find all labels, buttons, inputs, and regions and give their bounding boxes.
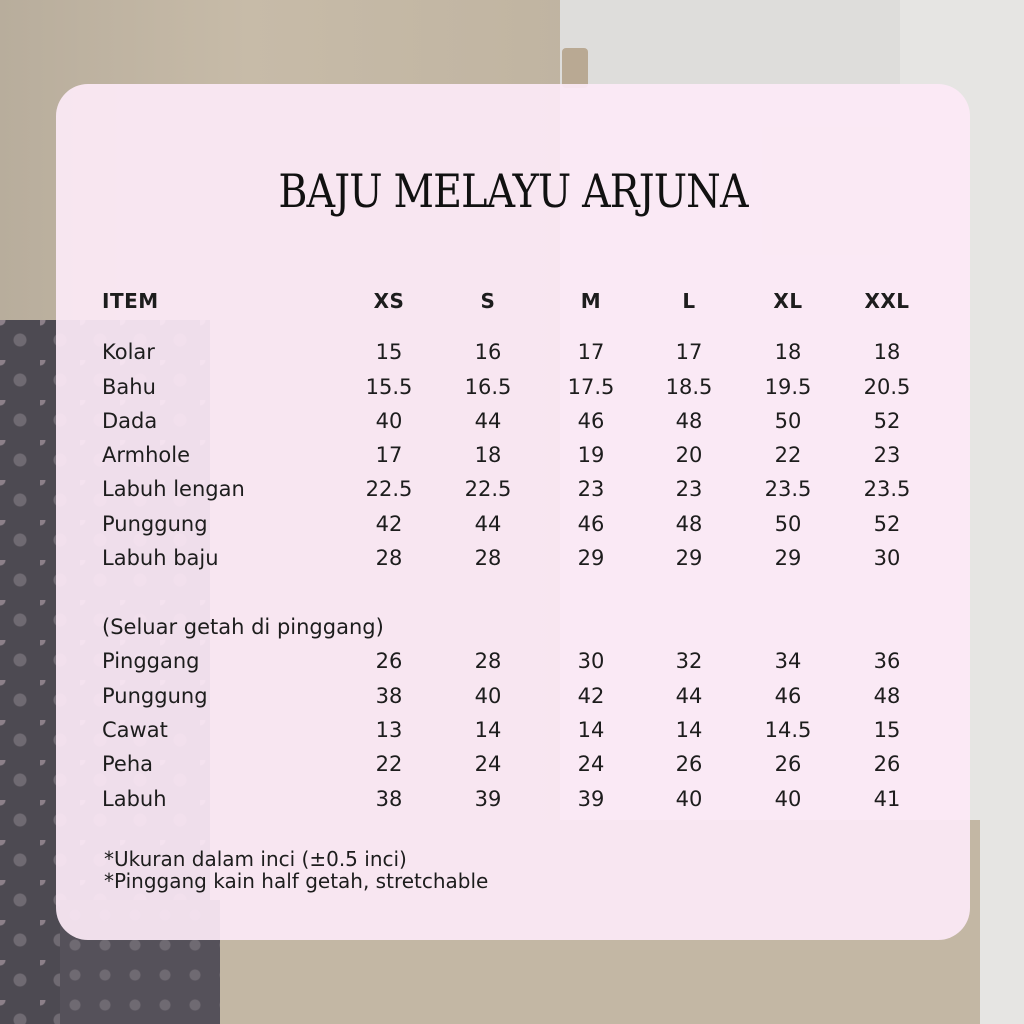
col-header-s: S <box>480 289 496 313</box>
table-cell: 28 <box>474 649 502 674</box>
table-cell: 44 <box>675 683 703 708</box>
table-cell: 42 <box>577 683 605 708</box>
table-cell: 29 <box>774 546 802 571</box>
table-cell: 34 <box>774 649 802 674</box>
table-cell: 48 <box>675 511 703 536</box>
table-cell: 18.5 <box>665 374 713 399</box>
table-cell: 26 <box>774 752 802 777</box>
table-cell: 18 <box>774 340 802 365</box>
table-row <box>102 713 942 747</box>
table-cell: 46 <box>577 408 605 433</box>
row-label: Peha <box>102 752 154 777</box>
table-cell: 30 <box>873 546 901 571</box>
table-cell: 17 <box>675 340 703 365</box>
table-cell: 48 <box>873 683 901 708</box>
table-cell: 23 <box>873 443 901 468</box>
note-line: *Pinggang kain half getah, stretchable <box>104 869 489 893</box>
table-row <box>102 404 942 438</box>
size-table <box>102 284 942 816</box>
size-chart-card <box>56 84 970 940</box>
table-cell: 19 <box>577 443 605 468</box>
table-cell: 28 <box>474 546 502 571</box>
table-cell: 30 <box>577 649 605 674</box>
row-label: Kolar <box>102 340 155 365</box>
table-cell: 36 <box>873 649 901 674</box>
seluar-measurements <box>102 644 942 815</box>
table-cell: 29 <box>675 546 703 571</box>
table-cell: 39 <box>474 786 502 811</box>
table-cell: 18 <box>873 340 901 365</box>
row-label: Armhole <box>102 443 190 468</box>
table-cell: 20 <box>675 443 703 468</box>
table-row <box>102 438 942 472</box>
table-cell: 46 <box>577 511 605 536</box>
table-row <box>102 472 942 506</box>
col-header-xl: XL <box>773 289 803 313</box>
col-header-m: M <box>580 289 602 313</box>
row-label: Pinggang <box>102 649 200 674</box>
table-row <box>102 747 942 781</box>
table-cell: 52 <box>873 408 901 433</box>
table-cell: 40 <box>375 408 403 433</box>
table-cell: 48 <box>675 408 703 433</box>
table-cell: 38 <box>375 786 403 811</box>
table-cell: 26 <box>873 752 901 777</box>
table-cell: 18 <box>474 443 502 468</box>
page-title: BAJU MELAYU ARJUNA <box>278 164 748 218</box>
table-cell: 23 <box>675 477 703 502</box>
table-cell: 22.5 <box>464 477 512 502</box>
col-header-xs: XS <box>373 289 405 313</box>
row-label: Labuh baju <box>102 546 219 571</box>
notes <box>104 848 488 892</box>
table-cell: 44 <box>474 408 502 433</box>
table-cell: 20.5 <box>863 374 911 399</box>
table-cell: 40 <box>675 786 703 811</box>
table-cell: 24 <box>474 752 502 777</box>
seluar-label: (Seluar getah di pinggang) <box>102 615 384 640</box>
row-label: Punggung <box>102 511 208 536</box>
background-mannequin-stand <box>562 48 588 88</box>
table-cell: 24 <box>577 752 605 777</box>
table-cell: 22.5 <box>365 477 413 502</box>
table-row <box>102 782 942 816</box>
table-cell: 32 <box>675 649 703 674</box>
table-cell: 16 <box>474 340 502 365</box>
table-cell: 40 <box>474 683 502 708</box>
table-cell: 16.5 <box>464 374 512 399</box>
col-header-item: ITEM <box>102 289 159 313</box>
table-cell: 23.5 <box>863 477 911 502</box>
table-row <box>102 335 942 369</box>
baju-measurements <box>102 335 942 575</box>
table-cell: 14.5 <box>764 717 812 742</box>
table-cell: 15.5 <box>365 374 413 399</box>
table-cell: 22 <box>774 443 802 468</box>
table-cell: 14 <box>577 717 605 742</box>
table-cell: 50 <box>774 511 802 536</box>
table-cell: 26 <box>375 649 403 674</box>
table-cell: 13 <box>375 717 403 742</box>
table-cell: 17.5 <box>567 374 615 399</box>
row-label: Labuh lengan <box>102 477 245 502</box>
table-cell: 39 <box>577 786 605 811</box>
table-cell: 14 <box>675 717 703 742</box>
table-row <box>102 507 942 541</box>
table-row <box>102 370 942 404</box>
table-cell: 28 <box>375 546 403 571</box>
table-row <box>102 644 942 678</box>
row-label: Bahu <box>102 374 156 399</box>
table-cell: 26 <box>675 752 703 777</box>
table-cell: 42 <box>375 511 403 536</box>
table-cell: 50 <box>774 408 802 433</box>
row-label: Cawat <box>102 717 168 742</box>
table-cell: 22 <box>375 752 403 777</box>
note-line: *Ukuran dalam inci (±0.5 inci) <box>104 847 407 871</box>
table-row <box>102 679 942 713</box>
table-cell: 46 <box>774 683 802 708</box>
table-cell: 23.5 <box>764 477 812 502</box>
table-cell: 17 <box>375 443 403 468</box>
row-label: Labuh <box>102 786 167 811</box>
row-label: Punggung <box>102 683 208 708</box>
col-header-l: L <box>682 289 696 313</box>
table-row <box>102 541 942 575</box>
table-cell: 40 <box>774 786 802 811</box>
table-cell: 15 <box>873 717 901 742</box>
table-cell: 14 <box>474 717 502 742</box>
table-cell: 17 <box>577 340 605 365</box>
table-cell: 44 <box>474 511 502 536</box>
row-label: Dada <box>102 408 158 433</box>
table-cell: 19.5 <box>764 374 812 399</box>
table-cell: 38 <box>375 683 403 708</box>
table-cell: 23 <box>577 477 605 502</box>
col-header-xxl: XXL <box>864 289 910 313</box>
table-cell: 15 <box>375 340 403 365</box>
table-cell: 52 <box>873 511 901 536</box>
table-cell: 41 <box>873 786 901 811</box>
table-cell: 29 <box>577 546 605 571</box>
table-header <box>102 284 942 318</box>
